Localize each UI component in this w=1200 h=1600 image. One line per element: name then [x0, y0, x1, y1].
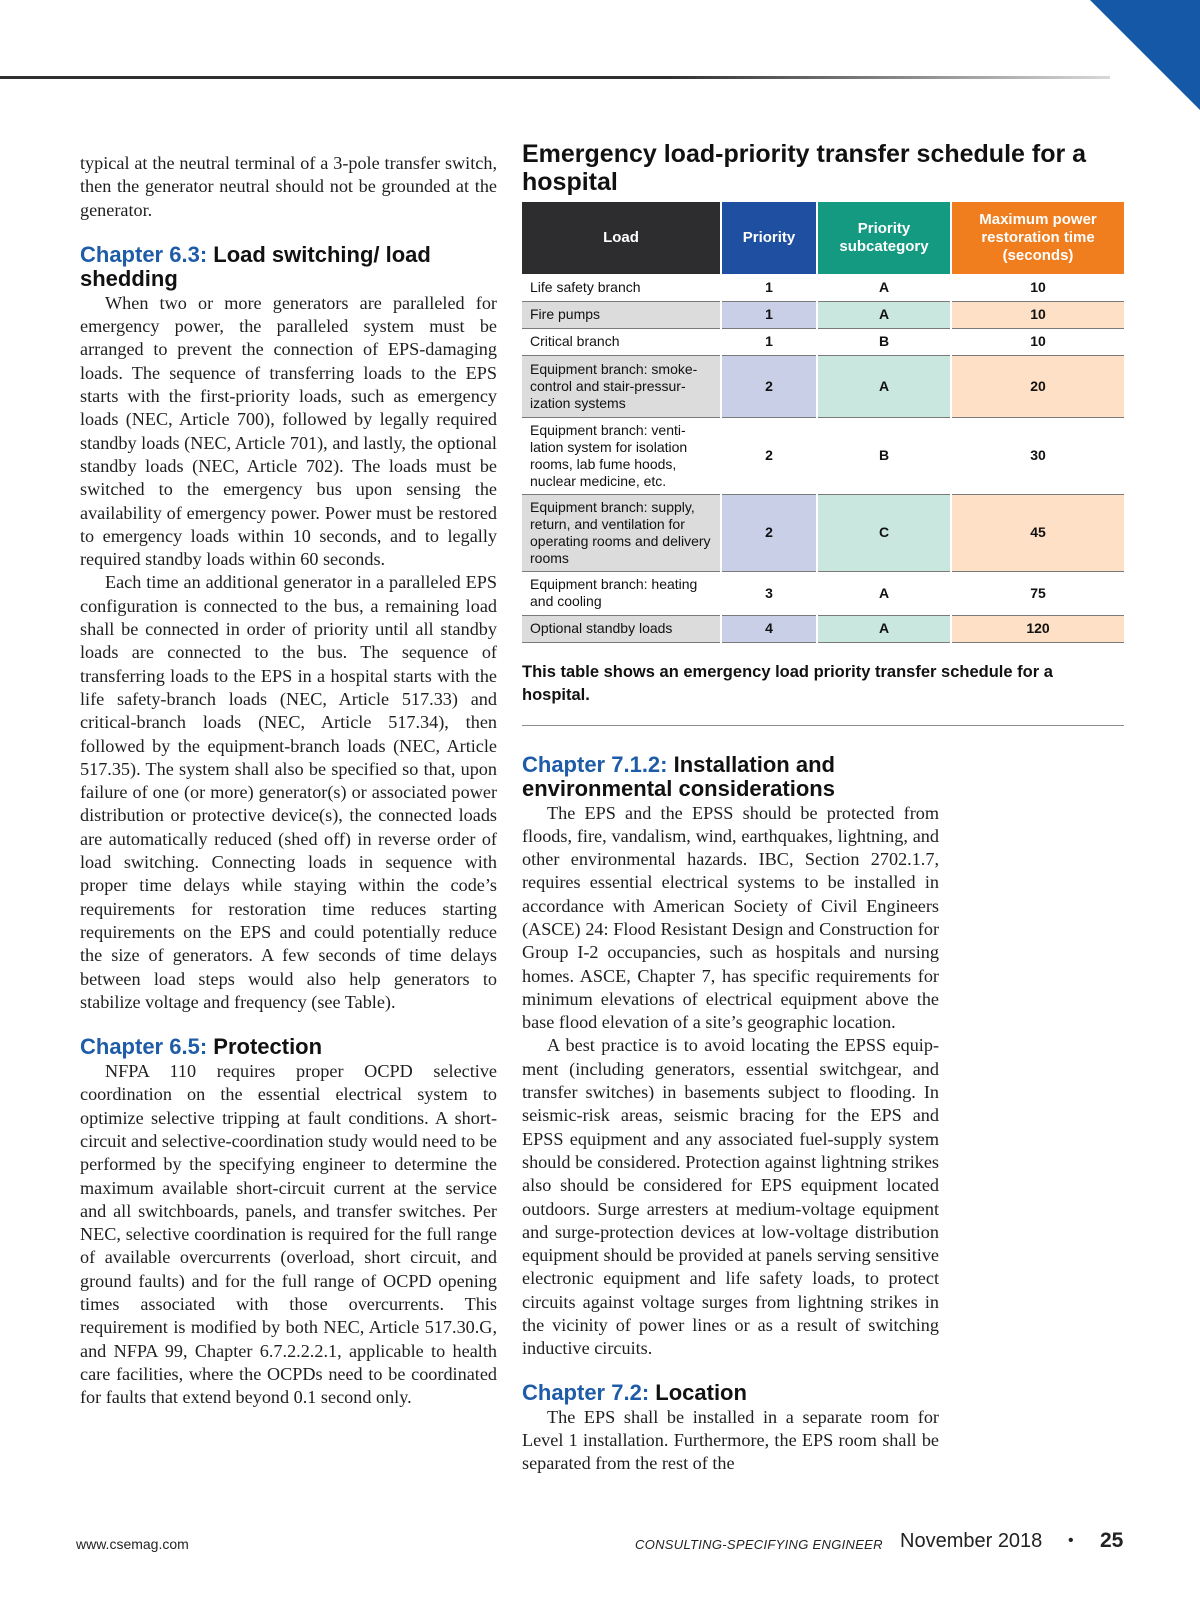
footer-magazine-name: CONSULTING-SPECIFYING ENGINEER — [635, 1537, 883, 1552]
corner-triangle-decoration — [1090, 0, 1200, 110]
table-title: Emergency load-priority transfer schedule for a hospital — [522, 140, 1087, 196]
cell-subcategory: B — [817, 417, 951, 494]
chapter-7-1-2-paragraph-2: A best practice is to avoid locating the EPSS equipment (including generators, essential switchgear, and transfer switches) in basements subject to flooding. In seismic-risk areas, seismic bracing for the EPS and EPSS equipment and any associated fuel-supply system should be considered. Protection against lightning strikes also should be considered for EPS equipment located outdoors. Surge arresters at medium-voltage equipment and surge-protection devices at low-voltage distribution equipment should be provided at panels serving sensitive electronic equipment and life safety loads, to protect circuits against voltage surges from lightning strikes in the vicinity of power lines or as a result of switching inductive circuits. — [522, 1035, 939, 1359]
cell-subcategory: A — [817, 615, 951, 642]
chapter-6-5-title: Protection — [207, 1034, 323, 1060]
table-row — [522, 355, 1124, 417]
chapter-7-2-title: Location — [649, 1379, 747, 1405]
chapter-6-3-heading — [80, 243, 497, 291]
left-column — [80, 152, 497, 1410]
table-row — [522, 571, 1124, 615]
cell-max-time: 75 — [951, 571, 1124, 615]
table-row — [522, 494, 1124, 571]
header-priority-subcategory: Priority subcategory — [817, 202, 951, 274]
chapter-6-5-paragraph-1: NFPA 110 requires proper OCPD selective coordination on the essential electrical system to optimize selective tripping at fault conditions. A short-circuit and selective-coordination study would need to be performed by the specifying engineer to determine the maximum available short-circuit current at the service and all switchboards, panels, and transfer switches. Per NEC, selective coordination is required for the full range of available overcurrents (overload, short circuit, and ground faults) and for the full range of OCPD opening times associated with those overcurrents. This requirement is modified by both NEC, Article 517.30.G, and NFPA 99, Chapter 6.7.2.2.2.1, applicable to health care facilities, where the OCPDs need to be coordinated for faults that extend beyond 0.1 second only. — [80, 1061, 497, 1408]
cell-priority: 2 — [721, 494, 817, 571]
cell-max-time: 20 — [951, 355, 1124, 417]
table-header-row — [522, 202, 1124, 274]
header-max-restoration-time: Maximum power restoration time (seconds) — [951, 202, 1124, 274]
cell-subcategory: B — [817, 328, 951, 355]
chapter-6-3-paragraph-1: When two or more generators are paralleled for emergency power, the paralleled system must be arranged to prevent the connection of EPS-damaging loads. The sequence of transferring loads to the EPS starts with the first-priority loads, such as emergency loads (NEC, Article 700), followed by legally required standby loads (NEC, Article 701), and lastly, the optional standby loads (NEC, Article 702). The loads must be switched to the emergency bus upon sensing the availability of emergency power. Power must be restored to emergency loads within 10 seconds, and to legally required standby loads within 60 seconds. — [80, 292, 497, 570]
chapter-7-2-number: Chapter 7.2: — [522, 1379, 650, 1405]
cell-subcategory: A — [817, 274, 951, 301]
chapter-6-3-number: Chapter 6.3: — [80, 241, 208, 267]
cell-priority: 1 — [721, 301, 817, 328]
chapter-7-1-2-title: Installation and environmental considerations — [522, 751, 835, 801]
cell-priority: 2 — [721, 417, 817, 494]
chapter-6-5-number: Chapter 6.5: — [80, 1034, 208, 1060]
footer-issue-date: November 2018 — [900, 1530, 1043, 1552]
chapter-6-5-heading — [80, 1035, 497, 1059]
cell-max-time: 10 — [951, 274, 1124, 301]
cell-load: Life safety branch — [522, 274, 721, 301]
right-column — [522, 140, 1124, 1476]
chapter-7-1-2-number: Chapter 7.1.2: — [522, 751, 668, 777]
cell-max-time: 45 — [951, 494, 1124, 571]
cell-load: Equipment branch: smoke-control and stair-pressurization systems — [522, 355, 721, 417]
cell-priority: 1 — [721, 328, 817, 355]
cell-subcategory: C — [817, 494, 951, 571]
chapter-7-1-2-heading — [522, 753, 939, 801]
header-load: Load — [522, 202, 721, 274]
cell-load: Equipment branch: supply, return, and ventilation for operating rooms and delivery rooms — [522, 494, 721, 571]
cell-priority: 2 — [721, 355, 817, 417]
table-row — [522, 615, 1124, 642]
footer-bullet: • — [1068, 1532, 1074, 1549]
cell-load: Equipment branch: ventilation system for isolation rooms, lab fume hoods, nuclear medicine, etc. — [522, 417, 721, 494]
cell-max-time: 10 — [951, 328, 1124, 355]
table-row — [522, 328, 1124, 355]
cell-max-time: 10 — [951, 301, 1124, 328]
chapter-7-1-2-paragraph-1: The EPS and the EPSS should be protected from floods, fire, vandalism, wind, earthquakes, lightning, and other environmental hazards. IBC, Section 2702.1.7, requires essential electrical systems to be installed in accordance with American Society of Civil Engineers (ASCE) 24: Flood Resistant Design and Construction for Group I-2 occupancies, such as hospitals and nursing homes. ASCE, Chapter 7, has specific requirements for minimum elevations of electrical equipment above the base flood elevation of a site’s geographic location. — [522, 802, 939, 1033]
cell-load: Fire pumps — [522, 301, 721, 328]
page-footer — [0, 1530, 1200, 1560]
footer-website-link[interactable]: www.csemag.com — [76, 1536, 189, 1552]
chapter-6-3-title: Load switching/ load shedding — [80, 241, 431, 291]
right-text-block — [522, 753, 939, 1476]
table-row — [522, 274, 1124, 301]
cell-subcategory: A — [817, 355, 951, 417]
table-row — [522, 417, 1124, 494]
cell-subcategory: A — [817, 301, 951, 328]
chapter-7-2-heading — [522, 1381, 939, 1405]
cell-load: Critical branch — [522, 328, 721, 355]
intro-paragraph: typical at the neutral terminal of a 3-pole transfer switch, then the generator neutral should not be grounded at the generator. — [80, 153, 497, 220]
cell-max-time: 30 — [951, 417, 1124, 494]
table-caption: This table shows an emergency load priority transfer schedule for a hospital. — [522, 662, 1053, 704]
section-divider — [522, 725, 1124, 726]
header-priority: Priority — [721, 202, 817, 274]
cell-priority: 1 — [721, 274, 817, 301]
cell-load: Optional standby loads — [522, 615, 721, 642]
page-number: 25 — [1100, 1529, 1124, 1552]
cell-subcategory: A — [817, 571, 951, 615]
cell-priority: 3 — [721, 571, 817, 615]
table-row — [522, 301, 1124, 328]
load-priority-table — [522, 202, 1124, 643]
chapter-6-3-paragraph-2: Each time an additional generator in a paralleled EPS configuration is connected to the bus, a remaining load shall be connected in order of priority until all standby loads are connected to the bus. The sequence of transferring loads to the EPS in a hospital starts with the life safety-branch loads (NEC, Article 517.33) and critical-branch loads (NEC, Article 517.34), then followed by the equipment-branch loads (NEC, Article 517.35). The system shall also be specified so that, upon failure of one (or more) generator(s) or associated power distribution or protective device(s), the connected loads are automatically reduced (shed off) in reverse order of load switching. Connecting loads in sequence with proper time delays while staying within the code’s requirements for restoration time reduces starting requirements on the EPS and could potentially reduce the size of generators. A few seconds of time delays between load steps would also help generators to stabilize voltage and frequency (see Table). — [80, 572, 497, 1012]
cell-max-time: 120 — [951, 615, 1124, 642]
cell-priority: 4 — [721, 615, 817, 642]
cell-load: Equipment branch: heating and cooling — [522, 571, 721, 615]
chapter-7-2-paragraph-1: The EPS shall be installed in a separate room for Level 1 installation. Furthermore, the EPS room shall be separated from the rest of the — [522, 1406, 939, 1474]
top-rule — [0, 76, 1110, 79]
